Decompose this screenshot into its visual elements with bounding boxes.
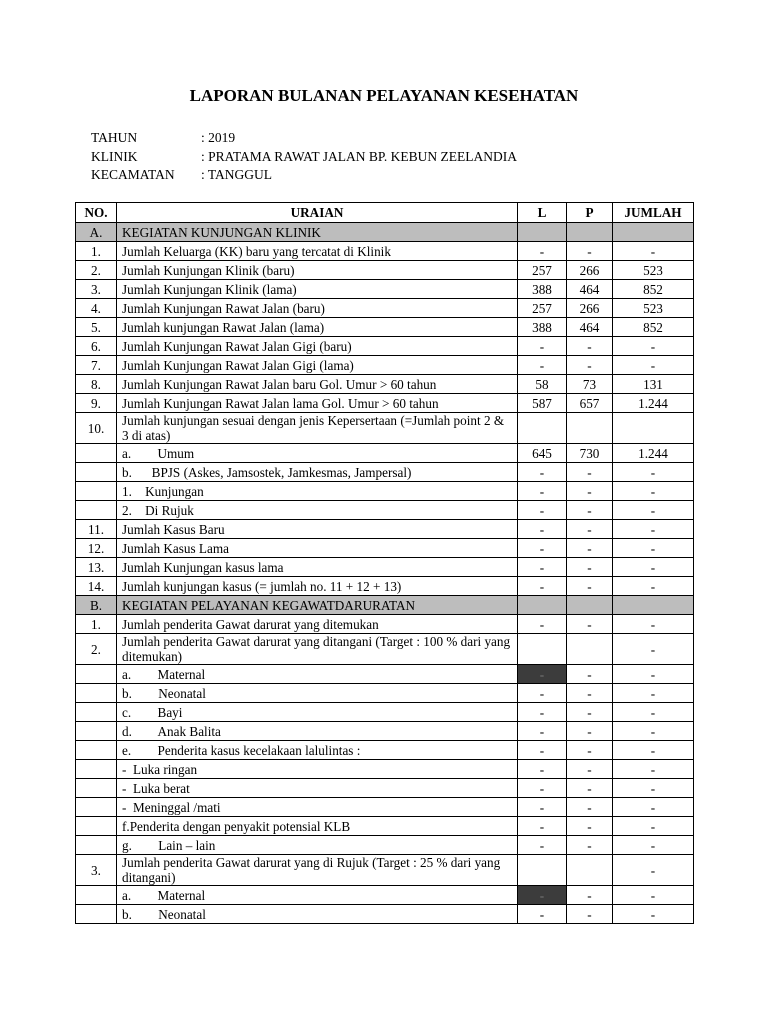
cell-no: 13. bbox=[76, 558, 117, 577]
meta-label: TAHUN bbox=[91, 130, 138, 145]
cell-jumlah: - bbox=[613, 817, 694, 836]
header-p: P bbox=[567, 203, 613, 223]
cell-jumlah: - bbox=[613, 703, 694, 722]
table-row bbox=[76, 855, 694, 886]
table-row bbox=[76, 722, 694, 741]
header-uraian: URAIAN bbox=[117, 203, 518, 223]
cell-l: - bbox=[518, 798, 567, 817]
cell-l: - bbox=[518, 836, 567, 855]
cell-p bbox=[567, 634, 613, 665]
report-meta bbox=[91, 129, 517, 185]
cell-p: - bbox=[567, 836, 613, 855]
cell-jumlah: - bbox=[613, 242, 694, 261]
cell-p: - bbox=[567, 337, 613, 356]
cell-p bbox=[567, 223, 613, 242]
cell-p: 730 bbox=[567, 444, 613, 463]
cell-uraian: a. Maternal bbox=[117, 665, 518, 684]
cell-p: - bbox=[567, 798, 613, 817]
table-row bbox=[76, 520, 694, 539]
cell-p: - bbox=[567, 520, 613, 539]
table-row bbox=[76, 280, 694, 299]
cell-jumlah: 523 bbox=[613, 299, 694, 318]
table-row bbox=[76, 798, 694, 817]
cell-l: - bbox=[518, 463, 567, 482]
cell-l: 257 bbox=[518, 299, 567, 318]
cell-l: 388 bbox=[518, 280, 567, 299]
cell-p: - bbox=[567, 703, 613, 722]
table-row bbox=[76, 665, 694, 684]
table-row bbox=[76, 261, 694, 280]
table-row bbox=[76, 779, 694, 798]
report-table bbox=[75, 202, 694, 924]
cell-uraian: e. Penderita kasus kecelakaan lalulintas : bbox=[117, 741, 518, 760]
meta-label: KLINIK bbox=[91, 148, 138, 164]
table-row bbox=[76, 741, 694, 760]
cell-no: 5. bbox=[76, 318, 117, 337]
cell-p: - bbox=[567, 760, 613, 779]
cell-jumlah: - bbox=[613, 615, 694, 634]
cell-l bbox=[518, 634, 567, 665]
meta-value: : TANGGUL bbox=[201, 167, 273, 182]
cell-l: - bbox=[518, 886, 567, 905]
cell-l: - bbox=[518, 615, 567, 634]
cell-p: - bbox=[567, 463, 613, 482]
cell-p: - bbox=[567, 615, 613, 634]
cell-no bbox=[76, 817, 117, 836]
cell-l: - bbox=[518, 665, 567, 684]
cell-l: - bbox=[518, 722, 567, 741]
table-row bbox=[76, 463, 694, 482]
cell-p: 657 bbox=[567, 394, 613, 413]
cell-no bbox=[76, 905, 117, 924]
cell-no: 12. bbox=[76, 539, 117, 558]
table-row bbox=[76, 299, 694, 318]
cell-l: - bbox=[518, 905, 567, 924]
cell-jumlah: - bbox=[613, 741, 694, 760]
table-row bbox=[76, 817, 694, 836]
cell-no bbox=[76, 463, 117, 482]
cell-jumlah: - bbox=[613, 722, 694, 741]
cell-uraian: b. Neonatal bbox=[117, 684, 518, 703]
cell-uraian: - Meninggal /mati bbox=[117, 798, 518, 817]
table-row bbox=[76, 413, 694, 444]
table-header-row bbox=[76, 203, 694, 223]
cell-jumlah: - bbox=[613, 886, 694, 905]
cell-no bbox=[76, 665, 117, 684]
cell-no bbox=[76, 482, 117, 501]
section-row bbox=[76, 596, 694, 615]
cell-uraian: Jumlah Kunjungan Klinik (baru) bbox=[117, 261, 518, 280]
cell-p: - bbox=[567, 779, 613, 798]
cell-no bbox=[76, 741, 117, 760]
cell-uraian: a. Maternal bbox=[117, 886, 518, 905]
cell-jumlah: 523 bbox=[613, 261, 694, 280]
cell-jumlah: 131 bbox=[613, 375, 694, 394]
cell-l: - bbox=[518, 520, 567, 539]
cell-uraian: c. Bayi bbox=[117, 703, 518, 722]
cell-jumlah: 852 bbox=[613, 280, 694, 299]
cell-p: - bbox=[567, 741, 613, 760]
cell-no: A. bbox=[76, 223, 117, 242]
cell-l: 645 bbox=[518, 444, 567, 463]
cell-uraian: Jumlah Kunjungan Rawat Jalan Gigi (lama) bbox=[117, 356, 518, 375]
cell-uraian: Jumlah Kunjungan Rawat Jalan baru Gol. Umur > 60 tahun bbox=[117, 375, 518, 394]
table-row bbox=[76, 444, 694, 463]
cell-l bbox=[518, 413, 567, 444]
cell-jumlah bbox=[613, 596, 694, 615]
cell-jumlah: - bbox=[613, 779, 694, 798]
cell-l: 587 bbox=[518, 394, 567, 413]
cell-no: 1. bbox=[76, 615, 117, 634]
cell-no: 2. bbox=[76, 261, 117, 280]
cell-no: 1. bbox=[76, 242, 117, 261]
cell-jumlah: - bbox=[613, 558, 694, 577]
cell-jumlah: - bbox=[613, 501, 694, 520]
cell-p: - bbox=[567, 817, 613, 836]
cell-uraian: b. BPJS (Askes, Jamsostek, Jamkesmas, Jampersal) bbox=[117, 463, 518, 482]
table-row bbox=[76, 836, 694, 855]
cell-uraian: - Luka ringan bbox=[117, 760, 518, 779]
cell-uraian: Jumlah penderita Gawat darurat yang ditangani (Target : 100 % dari yang ditemukan) bbox=[117, 634, 518, 665]
cell-uraian: Jumlah Kunjungan Rawat Jalan lama Gol. Umur > 60 tahun bbox=[117, 394, 518, 413]
cell-p: 464 bbox=[567, 280, 613, 299]
cell-no: 2. bbox=[76, 634, 117, 665]
cell-p: - bbox=[567, 577, 613, 596]
table-row bbox=[76, 318, 694, 337]
cell-no bbox=[76, 501, 117, 520]
cell-l: - bbox=[518, 337, 567, 356]
cell-no: 4. bbox=[76, 299, 117, 318]
cell-p bbox=[567, 596, 613, 615]
cell-p bbox=[567, 413, 613, 444]
cell-no: 8. bbox=[76, 375, 117, 394]
cell-uraian: KEGIATAN PELAYANAN KEGAWATDARURATAN bbox=[117, 596, 518, 615]
cell-l: - bbox=[518, 684, 567, 703]
cell-l bbox=[518, 855, 567, 886]
table-row bbox=[76, 375, 694, 394]
cell-jumlah: - bbox=[613, 836, 694, 855]
table-row bbox=[76, 577, 694, 596]
cell-no: 3. bbox=[76, 280, 117, 299]
cell-uraian: Jumlah Kunjungan Rawat Jalan (baru) bbox=[117, 299, 518, 318]
meta-row-tahun bbox=[91, 129, 517, 148]
cell-uraian: f.Penderita dengan penyakit potensial KLB bbox=[117, 817, 518, 836]
cell-no bbox=[76, 779, 117, 798]
cell-jumlah: - bbox=[613, 577, 694, 596]
cell-p: - bbox=[567, 722, 613, 741]
cell-uraian: Jumlah Kasus Baru bbox=[117, 520, 518, 539]
cell-jumlah: - bbox=[613, 482, 694, 501]
cell-jumlah: - bbox=[613, 337, 694, 356]
cell-l: - bbox=[518, 356, 567, 375]
cell-uraian: b. Neonatal bbox=[117, 905, 518, 924]
cell-no bbox=[76, 798, 117, 817]
table-row bbox=[76, 482, 694, 501]
cell-jumlah: - bbox=[613, 684, 694, 703]
cell-no bbox=[76, 684, 117, 703]
cell-no: 7. bbox=[76, 356, 117, 375]
cell-l: 257 bbox=[518, 261, 567, 280]
meta-row-kecamatan bbox=[91, 166, 517, 185]
cell-uraian: 1. Kunjungan bbox=[117, 482, 518, 501]
cell-uraian: Jumlah kunjungan sesuai dengan jenis Kepersertaan (=Jumlah point 2 & 3 di atas) bbox=[117, 413, 518, 444]
cell-no: 11. bbox=[76, 520, 117, 539]
cell-no: 10. bbox=[76, 413, 117, 444]
cell-jumlah: 1.244 bbox=[613, 394, 694, 413]
cell-no: 9. bbox=[76, 394, 117, 413]
cell-p: - bbox=[567, 684, 613, 703]
cell-uraian: Jumlah kunjungan Rawat Jalan (lama) bbox=[117, 318, 518, 337]
cell-p: 464 bbox=[567, 318, 613, 337]
cell-jumlah: - bbox=[613, 463, 694, 482]
cell-p: - bbox=[567, 501, 613, 520]
cell-no: B. bbox=[76, 596, 117, 615]
cell-uraian: Jumlah Kunjungan Klinik (lama) bbox=[117, 280, 518, 299]
cell-uraian: - Luka berat bbox=[117, 779, 518, 798]
cell-no: 14. bbox=[76, 577, 117, 596]
cell-uraian: a. Umum bbox=[117, 444, 518, 463]
header-jumlah: JUMLAH bbox=[613, 203, 694, 223]
cell-p: - bbox=[567, 356, 613, 375]
cell-jumlah: - bbox=[613, 356, 694, 375]
table-row bbox=[76, 242, 694, 261]
header-no: NO. bbox=[76, 203, 117, 223]
cell-p: - bbox=[567, 558, 613, 577]
cell-jumlah: - bbox=[613, 520, 694, 539]
table-row bbox=[76, 356, 694, 375]
cell-jumlah: - bbox=[613, 665, 694, 684]
cell-no: 6. bbox=[76, 337, 117, 356]
cell-l: - bbox=[518, 741, 567, 760]
cell-uraian: g. Lain – lain bbox=[117, 836, 518, 855]
meta-label: KECAMATAN bbox=[91, 167, 175, 182]
cell-l: - bbox=[518, 242, 567, 261]
table-row bbox=[76, 501, 694, 520]
cell-p: - bbox=[567, 242, 613, 261]
cell-jumlah: - bbox=[613, 634, 694, 665]
table-row bbox=[76, 760, 694, 779]
cell-p: - bbox=[567, 905, 613, 924]
cell-p bbox=[567, 855, 613, 886]
table-row bbox=[76, 703, 694, 722]
cell-jumlah: - bbox=[613, 760, 694, 779]
cell-jumlah: - bbox=[613, 798, 694, 817]
cell-jumlah: - bbox=[613, 539, 694, 558]
cell-jumlah bbox=[613, 223, 694, 242]
cell-l bbox=[518, 596, 567, 615]
cell-jumlah bbox=[613, 413, 694, 444]
meta-row-klinik bbox=[91, 148, 517, 167]
cell-uraian: Jumlah kunjungan kasus (= jumlah no. 11 + 12 + 13) bbox=[117, 577, 518, 596]
cell-l: - bbox=[518, 558, 567, 577]
cell-uraian: Jumlah Keluarga (KK) baru yang tercatat di Klinik bbox=[117, 242, 518, 261]
cell-uraian: Jumlah Kunjungan Rawat Jalan Gigi (baru) bbox=[117, 337, 518, 356]
cell-no bbox=[76, 760, 117, 779]
table-row bbox=[76, 394, 694, 413]
cell-p: 266 bbox=[567, 261, 613, 280]
cell-no bbox=[76, 722, 117, 741]
cell-p: - bbox=[567, 539, 613, 558]
cell-uraian: KEGIATAN KUNJUNGAN KLINIK bbox=[117, 223, 518, 242]
cell-jumlah: 852 bbox=[613, 318, 694, 337]
cell-l: - bbox=[518, 703, 567, 722]
table-row bbox=[76, 684, 694, 703]
report-title: LAPORAN BULANAN PELAYANAN KESEHATAN bbox=[189, 86, 579, 105]
meta-value: : PRATAMA RAWAT JALAN BP. KEBUN ZEELANDIA bbox=[201, 148, 517, 164]
cell-p: - bbox=[567, 482, 613, 501]
table-row bbox=[76, 905, 694, 924]
cell-no: 3. bbox=[76, 855, 117, 886]
table-row bbox=[76, 886, 694, 905]
cell-jumlah: - bbox=[613, 905, 694, 924]
cell-uraian: Jumlah penderita Gawat darurat yang ditemukan bbox=[117, 615, 518, 634]
cell-p: 73 bbox=[567, 375, 613, 394]
table-row bbox=[76, 539, 694, 558]
cell-uraian: 2. Di Rujuk bbox=[117, 501, 518, 520]
header-l: L bbox=[518, 203, 567, 223]
cell-p: 266 bbox=[567, 299, 613, 318]
cell-l: - bbox=[518, 501, 567, 520]
cell-l: - bbox=[518, 779, 567, 798]
cell-l: - bbox=[518, 482, 567, 501]
cell-jumlah: - bbox=[613, 855, 694, 886]
cell-no bbox=[76, 886, 117, 905]
table-row bbox=[76, 634, 694, 665]
section-row bbox=[76, 223, 694, 242]
cell-p: - bbox=[567, 665, 613, 684]
cell-jumlah: 1.244 bbox=[613, 444, 694, 463]
cell-uraian: Jumlah penderita Gawat darurat yang di Rujuk (Target : 25 % dari yang ditangani) bbox=[117, 855, 518, 886]
cell-l: - bbox=[518, 577, 567, 596]
cell-l: - bbox=[518, 760, 567, 779]
cell-p: - bbox=[567, 886, 613, 905]
cell-l bbox=[518, 223, 567, 242]
cell-no bbox=[76, 444, 117, 463]
cell-l: - bbox=[518, 817, 567, 836]
cell-uraian: Jumlah Kasus Lama bbox=[117, 539, 518, 558]
table-row bbox=[76, 615, 694, 634]
cell-l: 388 bbox=[518, 318, 567, 337]
cell-uraian: Jumlah Kunjungan kasus lama bbox=[117, 558, 518, 577]
meta-value: : 2019 bbox=[201, 130, 236, 145]
cell-no bbox=[76, 703, 117, 722]
table-row bbox=[76, 558, 694, 577]
cell-l: - bbox=[518, 539, 567, 558]
cell-uraian: d. Anak Balita bbox=[117, 722, 518, 741]
cell-no bbox=[76, 836, 117, 855]
table-row bbox=[76, 337, 694, 356]
cell-l: 58 bbox=[518, 375, 567, 394]
